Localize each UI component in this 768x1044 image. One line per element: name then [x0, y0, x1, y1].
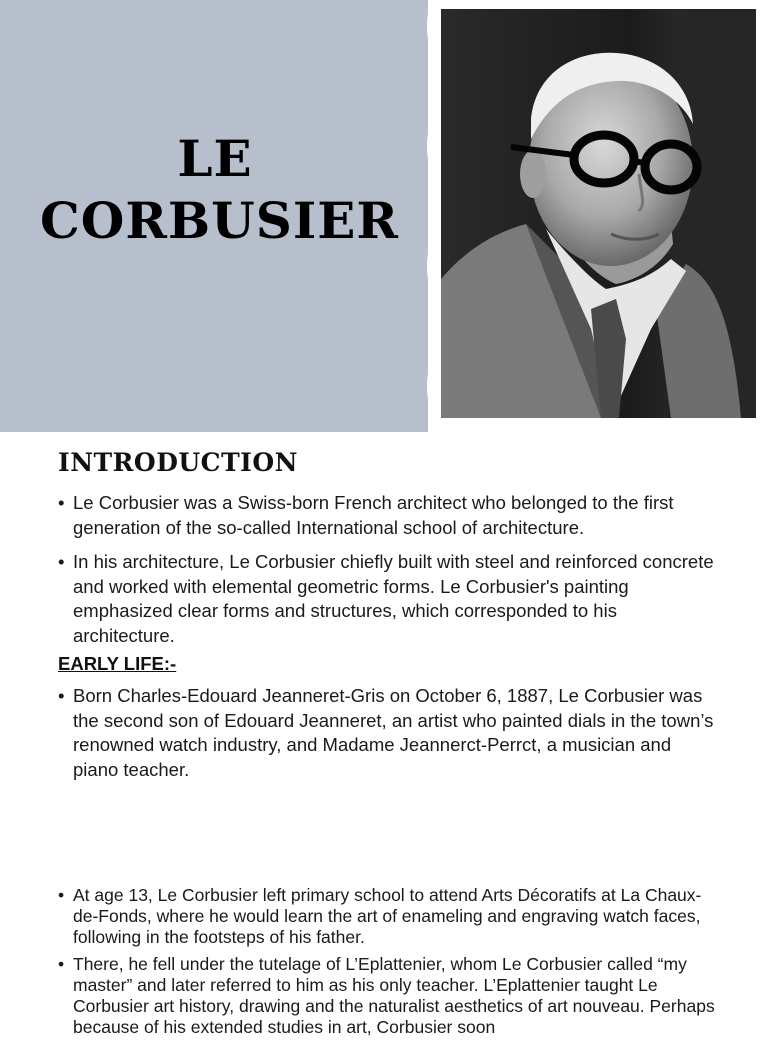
list-item: • Le Corbusier was a Swiss-born French architect who belonged to the first generation of the so-called International school of architecture. — [58, 491, 718, 540]
later-bullet-list — [58, 885, 718, 1044]
intro-bullet-list — [58, 491, 718, 658]
list-item: • In his architecture, Le Corbusier chiefly built with steel and reinforced concrete and worked with elemental geometric forms. Le Corbusier's painting emphasized clear forms and structures, which corresponded to his architecture. — [58, 550, 718, 648]
section-heading-introduction: INTRODUCTION — [58, 448, 299, 477]
content-slide — [0, 432, 768, 1037]
title-line-2: CORBUSIER — [40, 191, 399, 250]
early-life-heading: EARLY LIFE:- — [58, 653, 177, 674]
list-item: • There, he fell under the tutelage of L’Eplattenier, whom Le Corbusier called “my master” and later referred to him as his only teacher. L’Eplattenier taught Le Corbusier art history, drawing and the naturalist aesthetics of art nouveau. Perhaps because of his extended studies in art, Corbusier soon — [58, 954, 718, 1038]
portrait-photo — [441, 9, 756, 418]
list-item: • At age 13, Le Corbusier left primary school to attend Arts Décoratifs at La Chaux-de-Fonds, where he would learn the art of enameling and engraving watch faces, following in the footsteps of his father. — [58, 885, 718, 948]
title-slide — [0, 0, 768, 432]
title-line-1: LE — [177, 129, 253, 188]
early-life-bullet-list — [58, 684, 718, 792]
slide-title — [40, 128, 399, 252]
list-item: • Born Charles-Edouard Jeanneret-Gris on October 6, 1887, Le Corbusier was the second son of Edouard Jeanneret, an artist who painted dials in the town’s renowned watch industry, and Madame Jeannerct-Perrct, a musician and piano teacher. — [58, 684, 718, 782]
